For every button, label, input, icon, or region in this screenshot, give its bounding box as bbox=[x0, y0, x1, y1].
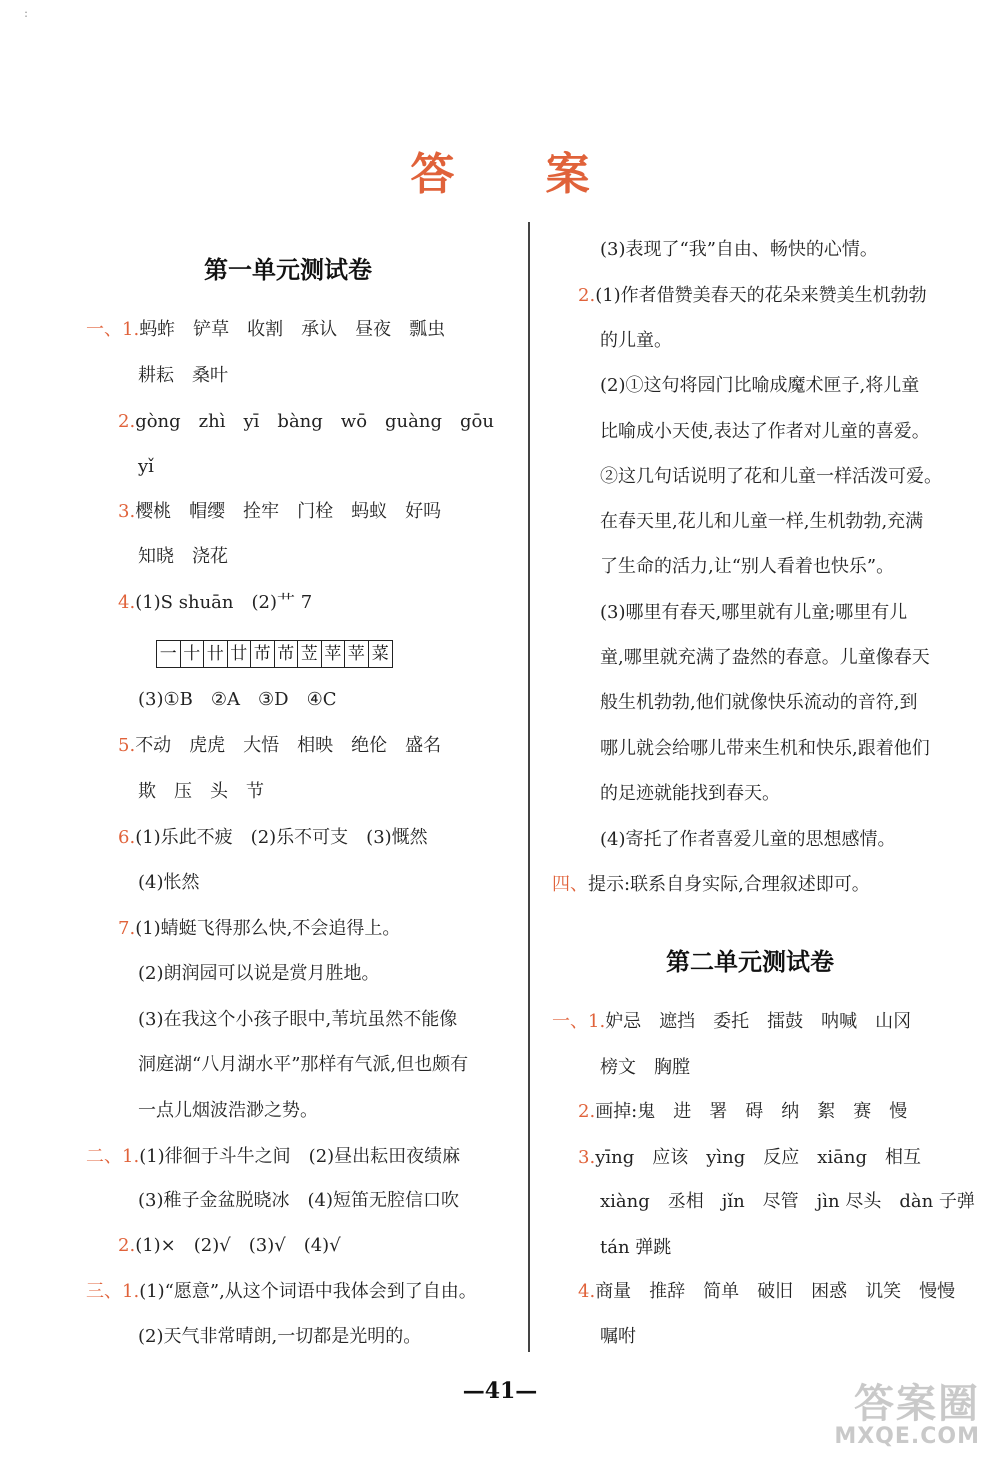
answer-text: (2)朗润园可以说是赏月胜地。 bbox=[138, 963, 380, 984]
answer-line bbox=[138, 455, 154, 479]
answer-text: (2)天气非常晴朗,一切都是光明的。 bbox=[138, 1326, 422, 1347]
item-number: 3. bbox=[578, 1147, 596, 1168]
answer-line bbox=[578, 284, 927, 308]
item-number: 一、1. bbox=[552, 1011, 606, 1032]
answer-line bbox=[86, 318, 445, 342]
answer-line bbox=[600, 1236, 671, 1260]
answer-text: yīng 应该 yìng 反应 xiāng 相互 bbox=[595, 1147, 922, 1168]
stroke-cell: 菜 bbox=[371, 644, 389, 664]
answer-line bbox=[86, 1280, 477, 1304]
answer-line bbox=[118, 826, 428, 850]
answer-text: 哪儿就会给哪儿带来生机和快乐,跟着他们 bbox=[600, 738, 930, 759]
answer-line bbox=[600, 329, 672, 353]
item-number: 二、1. bbox=[86, 1146, 140, 1167]
answer-text: (1)徘徊于斗牛之间 (2)昼出耘田夜绩麻 bbox=[139, 1146, 461, 1167]
answer-text: 樱桃 帽缨 拴牢 门栓 蚂蚁 好吗 bbox=[135, 501, 442, 522]
item-number: 4. bbox=[578, 1281, 596, 1302]
answer-text: 洞庭湖“八月湖水平”那样有气派,但也颇有 bbox=[138, 1054, 469, 1075]
stroke-cell: 廿 bbox=[228, 641, 252, 667]
answer-line bbox=[600, 510, 923, 534]
answer-line bbox=[600, 828, 896, 852]
answer-text: 榜文 胸膛 bbox=[600, 1057, 690, 1078]
answer-text: 的儿童。 bbox=[600, 330, 672, 351]
answer-text: 在春天里,花儿和儿童一样,生机勃勃,充满 bbox=[600, 511, 924, 532]
answer-text: (1)S shuān (2)艹 7 bbox=[135, 592, 313, 613]
answer-line bbox=[600, 1056, 690, 1080]
answer-line bbox=[138, 1189, 459, 1213]
answer-text: 画掉:鬼 进 署 碍 纳 絮 赛 慢 bbox=[595, 1101, 908, 1122]
answer-line bbox=[138, 780, 264, 804]
answer-line bbox=[578, 1146, 921, 1170]
answer-line bbox=[600, 601, 907, 625]
answer-line bbox=[118, 591, 312, 615]
answer-line bbox=[138, 545, 228, 569]
answer-line bbox=[138, 688, 336, 712]
item-number: 5. bbox=[118, 735, 136, 756]
stroke-cell: 芇 bbox=[251, 641, 275, 667]
item-number: 4. bbox=[118, 592, 136, 613]
answer-line bbox=[600, 238, 878, 262]
answer-text: 不动 虎虎 大悟 相映 绝伦 盛名 bbox=[135, 735, 442, 756]
answer-text: tán 弹跳 bbox=[600, 1237, 672, 1258]
item-number: 2. bbox=[578, 1101, 596, 1122]
answer-line bbox=[600, 646, 930, 670]
answer-line bbox=[600, 1190, 975, 1214]
item-number: 一、1. bbox=[86, 319, 140, 340]
column-divider bbox=[528, 222, 530, 1352]
stroke-cell: 苹 bbox=[345, 641, 369, 667]
answer-text: (3)表现了“我”自由、畅快的心情。 bbox=[600, 239, 878, 260]
answer-line bbox=[578, 1100, 907, 1124]
answer-text: 知晓 浇花 bbox=[138, 546, 228, 567]
item-number: 四、 bbox=[552, 874, 588, 895]
answer-line bbox=[600, 737, 930, 761]
answer-text: (3)在我这个小孩子眼中,苇坑虽然不能像 bbox=[138, 1009, 458, 1030]
answer-text: 童,哪里就充满了盎然的春意。儿童像春天 bbox=[600, 647, 930, 668]
stroke-order-grid bbox=[156, 640, 393, 668]
answer-text: 耕耘 桑叶 bbox=[138, 365, 228, 386]
item-number: 2. bbox=[118, 411, 136, 432]
answer-text: (4)怅然 bbox=[138, 872, 200, 893]
answer-line bbox=[138, 871, 200, 895]
page-number: —41— bbox=[462, 1378, 538, 1404]
answer-line bbox=[138, 1053, 468, 1077]
answer-line bbox=[118, 917, 400, 941]
watermark-bottom: MXQE.COM bbox=[834, 1424, 980, 1449]
answer-text: 嘱咐 bbox=[600, 1326, 636, 1347]
answer-text: 比喻成小天使,表达了作者对儿童的喜爱。 bbox=[600, 421, 930, 442]
answer-text: 欺 压 头 节 bbox=[138, 781, 264, 802]
answer-line bbox=[600, 420, 930, 444]
answer-line bbox=[138, 1099, 318, 1123]
answer-text: (4)寄托了作者喜爱儿童的思想感情。 bbox=[600, 829, 896, 850]
stroke-cell: 卄 bbox=[204, 641, 228, 667]
answer-line bbox=[138, 1325, 421, 1349]
answer-text: 妒忌 遮挡 委托 擂鼓 呐喊 山冈 bbox=[605, 1011, 912, 1032]
answer-text: xiàng 丞相 jǐn 尽管 jìn 尽头 dàn 子弹 bbox=[600, 1191, 975, 1212]
answer-text: 商量 推辞 简单 破旧 困惑 讥笑 慢慢 bbox=[595, 1281, 956, 1302]
answer-line bbox=[118, 500, 441, 524]
section-title-unit-1: 第一单元测试卷 bbox=[204, 255, 372, 284]
answer-text: 蚂蚱 铲草 收割 承认 昼夜 瓢虫 bbox=[139, 319, 446, 340]
answer-text: 一点儿烟波浩渺之势。 bbox=[138, 1100, 318, 1121]
answer-text: (3)①B ②A ③D ④C bbox=[138, 689, 337, 710]
item-number: 6. bbox=[118, 827, 136, 848]
answer-text: (1)“愿意”,从这个词语中我体会到了自由。 bbox=[139, 1281, 477, 1302]
item-number: 2. bbox=[118, 1235, 136, 1256]
answer-line bbox=[86, 1145, 460, 1169]
answer-text: (3)稚子金盆脱晓冰 (4)短笛无腔信口吹 bbox=[138, 1190, 459, 1211]
answer-line bbox=[600, 465, 942, 489]
item-number: 7. bbox=[118, 918, 136, 939]
answer-line bbox=[600, 782, 780, 806]
stroke-cell: 芇 bbox=[275, 641, 299, 667]
answer-line bbox=[138, 364, 228, 388]
answer-line bbox=[138, 962, 380, 986]
answer-line bbox=[138, 1008, 457, 1032]
answer-text: 提示:联系自身实际,合理叙述即可。 bbox=[588, 874, 870, 895]
answer-line bbox=[600, 555, 894, 579]
page-title: 答 案 bbox=[410, 149, 628, 200]
stroke-cell: 十 bbox=[181, 641, 205, 667]
item-number: 3. bbox=[118, 501, 136, 522]
section-title-unit-2: 第二单元测试卷 bbox=[666, 947, 834, 976]
corner-mark: : bbox=[24, 6, 29, 20]
answer-text: 了生命的活力,让“别人看着也快乐”。 bbox=[600, 556, 895, 577]
answer-text: yǐ bbox=[138, 456, 154, 477]
watermark-logo bbox=[770, 1372, 980, 1452]
answer-text: gòng zhì yī bàng wō guàng gōu bbox=[135, 411, 494, 432]
stroke-cell: 苙 bbox=[298, 641, 322, 667]
answer-text: (2)①这句将园门比喻成魔术匣子,将儿童 bbox=[600, 375, 920, 396]
answer-text: (1)乐此不疲 (2)乐不可支 (3)慨然 bbox=[135, 827, 428, 848]
answer-line bbox=[118, 410, 494, 434]
watermark-top: 答案圈 bbox=[854, 1381, 980, 1427]
item-number: 2. bbox=[578, 285, 596, 306]
answer-text: (3)哪里有春天,哪里就有儿童;哪里有儿 bbox=[600, 602, 908, 623]
answer-text: (1)× (2)√ (3)√ (4)√ bbox=[135, 1235, 341, 1256]
answer-line bbox=[578, 1280, 955, 1304]
stroke-cell: 一 bbox=[157, 641, 181, 667]
item-number: 三、1. bbox=[86, 1281, 140, 1302]
answer-line bbox=[118, 1234, 341, 1258]
stroke-cell: 苹 bbox=[322, 641, 346, 667]
answer-line bbox=[600, 691, 917, 715]
answer-line bbox=[600, 374, 919, 398]
answer-text: 般生机勃勃,他们就像快乐流动的音符,到 bbox=[600, 692, 918, 713]
answer-line bbox=[552, 1010, 911, 1034]
answer-line bbox=[118, 734, 441, 758]
answer-line bbox=[600, 1325, 636, 1349]
answer-text: 的足迹就能找到春天。 bbox=[600, 783, 780, 804]
answer-text: (1)蜻蜓飞得那么快,不会追得上。 bbox=[135, 918, 401, 939]
answer-text: ②这几句话说明了花和儿童一样活泼可爱。 bbox=[600, 466, 942, 487]
answer-line bbox=[552, 873, 870, 897]
answer-text: (1)作者借赞美春天的花朵来赞美生机勃勃 bbox=[595, 285, 927, 306]
